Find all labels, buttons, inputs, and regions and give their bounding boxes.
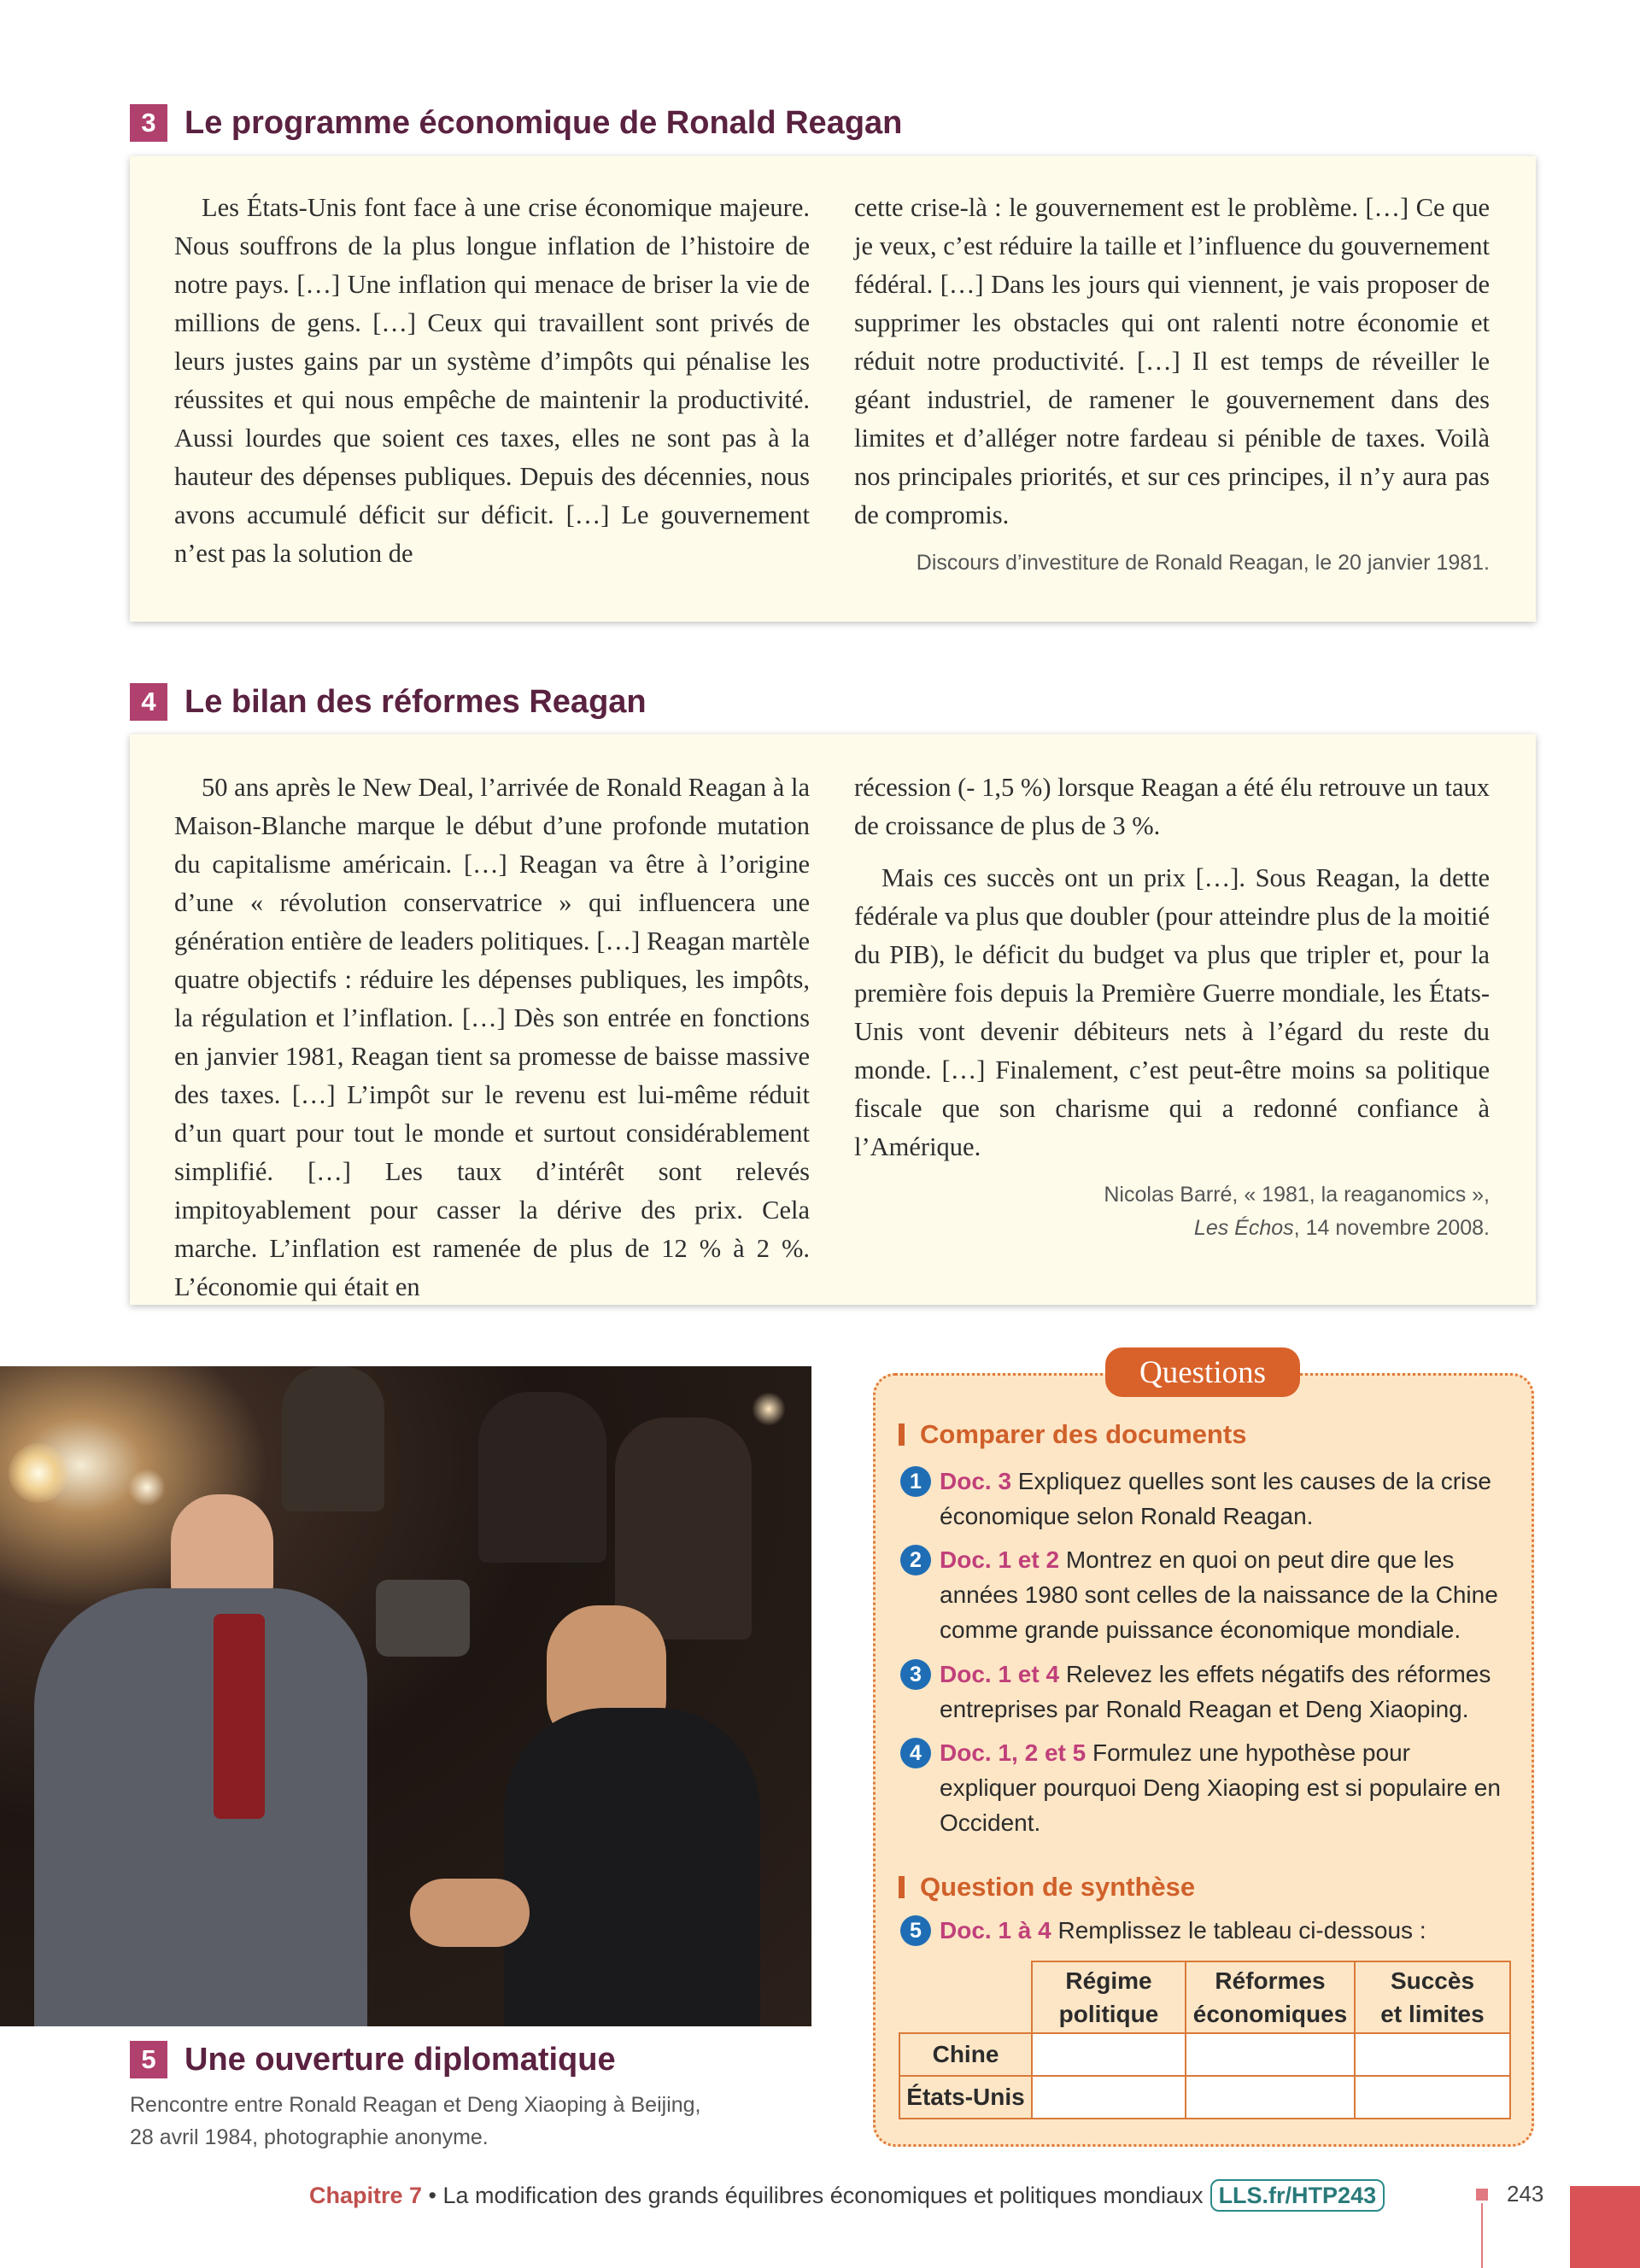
question-number-badge: 5 [900, 1915, 931, 1946]
doc4-source-author: Nicolas Barré, « 1981, la reaganomics », [1104, 1183, 1490, 1207]
doc4-text-right-p1: récession (- 1,5 %) lorsque Reagan a été élu retrouve un taux de croissance de plus de 3 %. [854, 773, 1490, 840]
table-header-reformes: Réformes économiques [1186, 1961, 1355, 2033]
section-marker [899, 1423, 905, 1446]
footer-title: La modification des grands équilibres économiques et politiques mondiaux [442, 2182, 1204, 2208]
doc3-textbox [130, 156, 1536, 622]
footer-link[interactable]: LLS.fr/HTP243 [1210, 2179, 1385, 2212]
table-row [899, 2033, 1510, 2076]
doc4-number: 4 [130, 683, 167, 721]
doc4-text-left: 50 ans après le New Deal, l’arrivée de Ronald Reagan à la Maison-Blanche marque le début d’une profonde mutation du capitalisme américain. […] Reagan va être à l’origine d’une « révolution conservatrice » qui influencera une génération entière de leaders politiques. […] Reagan martèle quatre objectifs : réduire les dépenses publiques, les impôts, la régulation et l’inflation. […] Dès son entrée en fonctions en janvier 1981, Reagan tient sa promesse de baisse massive des taxes. […] L’impôt sur le revenu est lui-même réduit d’un quart pour tout le monde et surtout considérablement simplifié. […] Les taux d’intérêt sont relevés impitoyablement pour casser la dérive des prix. Cela marche. L’inflation est ramenée de plus de 12 % à 2 %. L’économie qui était en [174, 773, 810, 1301]
question-item-2 [900, 1542, 1514, 1647]
section-synthese-label: Question de synthèse [920, 1872, 1196, 1902]
question-item-3 [900, 1657, 1514, 1727]
doc4-column-left [174, 769, 810, 1306]
doc4-source-publication: Les Échos [1193, 1216, 1294, 1240]
question-ref: Doc. 1 à 4 [940, 1917, 1051, 1944]
table-cell[interactable] [1355, 2076, 1510, 2119]
doc3-title: Le programme économique de Ronald Reagan [184, 104, 903, 141]
doc5-title: Une ouverture diplomatique [184, 2041, 616, 2078]
table-cell[interactable] [1186, 2076, 1355, 2119]
question-ref: Doc. 1 et 4 [940, 1661, 1060, 1687]
question-ref: Doc. 1, 2 et 5 [940, 1739, 1086, 1766]
page-number: 243 [1507, 2181, 1544, 2207]
table-cell[interactable] [1032, 2033, 1186, 2076]
question-text: Formulez une hypothèse pour expliquer pourquoi Deng Xiaoping est si populaire en Occident. [940, 1739, 1501, 1836]
question-text: Montrez en quoi on peut dire que les années 1980 sont celles de la naissance de la Chine comme grande puissance économique mondiale. [940, 1546, 1498, 1643]
footer-marker [1476, 2189, 1488, 2201]
doc4-title: Le bilan des réformes Reagan [184, 683, 647, 720]
question-item-4 [900, 1735, 1514, 1840]
footer-rule [1481, 2203, 1483, 2268]
table-row-head-chine: Chine [899, 2033, 1032, 2076]
doc5-heading [130, 2041, 616, 2078]
section-marker [899, 1876, 905, 1898]
questions-header: Questions [1105, 1347, 1300, 1397]
question-number-badge: 1 [900, 1466, 931, 1497]
table-cell[interactable] [1032, 2076, 1186, 2119]
table-cell[interactable] [1355, 2033, 1510, 2076]
doc4-heading [130, 683, 647, 721]
page-tab [1570, 2186, 1640, 2268]
doc4-source-date: , 14 novembre 2008. [1293, 1216, 1490, 1240]
question-number-badge: 4 [900, 1738, 931, 1768]
doc4-source [854, 1178, 1490, 1245]
table-header-row [899, 1961, 1510, 2033]
question-ref: Doc. 1 et 2 [940, 1546, 1060, 1573]
doc4-column-right [854, 769, 1490, 1245]
doc5-caption-line1: Rencontre entre Ronald Reagan et Deng Xiaoping à Beijing, [130, 2093, 701, 2117]
page-footer [309, 2179, 1385, 2212]
question-ref: Doc. 3 [940, 1468, 1012, 1494]
table-cell[interactable] [1186, 2033, 1355, 2076]
table-row [899, 2076, 1510, 2119]
footer-separator: • [422, 2182, 443, 2208]
table-row-head-etats-unis: États-Unis [899, 2076, 1032, 2119]
table-header-succes: Succès et limites [1355, 1961, 1510, 2033]
synthesis-table [899, 1961, 1511, 2119]
doc3-heading [130, 104, 902, 142]
table-corner [899, 1961, 1032, 2033]
doc5-number: 5 [130, 2041, 167, 2078]
reagan-deng-photo [0, 1366, 811, 2026]
question-number-badge: 3 [900, 1659, 931, 1690]
question-text: Remplissez le tableau ci-dessous : [1051, 1917, 1426, 1944]
doc3-number: 3 [130, 104, 167, 142]
question-text: Relevez les effets négatifs des réformes entreprises par Ronald Reagan et Deng Xiaoping. [940, 1661, 1491, 1722]
question-number-badge: 2 [900, 1545, 931, 1575]
question-item-5 [900, 1913, 1514, 1948]
doc5-caption [130, 2089, 701, 2154]
section-synthese [899, 1872, 1195, 1903]
doc3-column-left [174, 189, 810, 573]
doc4-text-right-p2: Mais ces succès ont un prix […]. Sous Reagan, la dette fédérale va plus que doubler (pour atteindre plus de la moitié du PIB), le déficit du budget va plus que tripler et, pour la première fois depuis la Première Guerre mondiale, les États-Unis vont devenir débiteurs nets à l’égard du reste du monde. […] Finalement, c’est peut-être moins sa politique fiscale que son charisme qui a redonné confiance à l’Amérique. [854, 863, 1490, 1161]
table-header-regime: Régime politique [1032, 1961, 1186, 2033]
footer-chapter: Chapitre 7 [309, 2182, 423, 2208]
doc3-column-right [854, 189, 1490, 580]
doc3-text-left: Les États-Unis font face à une crise économique majeure. Nous souffrons de la plus longue inflation de l’histoire de notre pays. […] Une inflation qui menace de briser la vie de millions de gens. […] Ceux qui travaillent sont privés de leurs justes gains par un système d’impôts qui pénalise les réussites et qui nous empêche de maintenir la productivité. Aussi lourdes que soient ces taxes, elles ne sont pas à la hauteur des dépenses publiques. Depuis des décennies, nous avons accumulé déficit sur déficit. […] Le gouvernement n’est pas la solution de [174, 193, 810, 568]
doc5-caption-line2: 28 avril 1984, photographie anonyme. [130, 2125, 489, 2149]
section-comparer-label: Comparer des documents [920, 1419, 1247, 1449]
doc3-source: Discours d’investiture de Ronald Reagan, le 20 janvier 1981. [916, 551, 1490, 575]
question-text: Expliquez quelles sont les causes de la crise économique selon Ronald Reagan. [940, 1468, 1491, 1529]
section-comparer [899, 1419, 1246, 1450]
doc4-textbox [130, 734, 1536, 1305]
question-item-1 [900, 1464, 1514, 1534]
doc3-text-right: cette crise-là : le gouvernement est le problème. […] Ce que je veux, c’est réduire la taille et l’influence du gouvernement fédéral. […] Dans les jours qui viennent, je vais proposer de supprimer les obstacles qui ont ralenti notre économie et réduit notre productivité. […] Il est temps de réveiller le géant industriel, de ramener le gouvernement dans des limites et d’alléger notre fardeau si pénible de taxes. Voilà nos principales priorités, et sur ces principes, il n’y aura pas de compromis. [854, 193, 1490, 529]
